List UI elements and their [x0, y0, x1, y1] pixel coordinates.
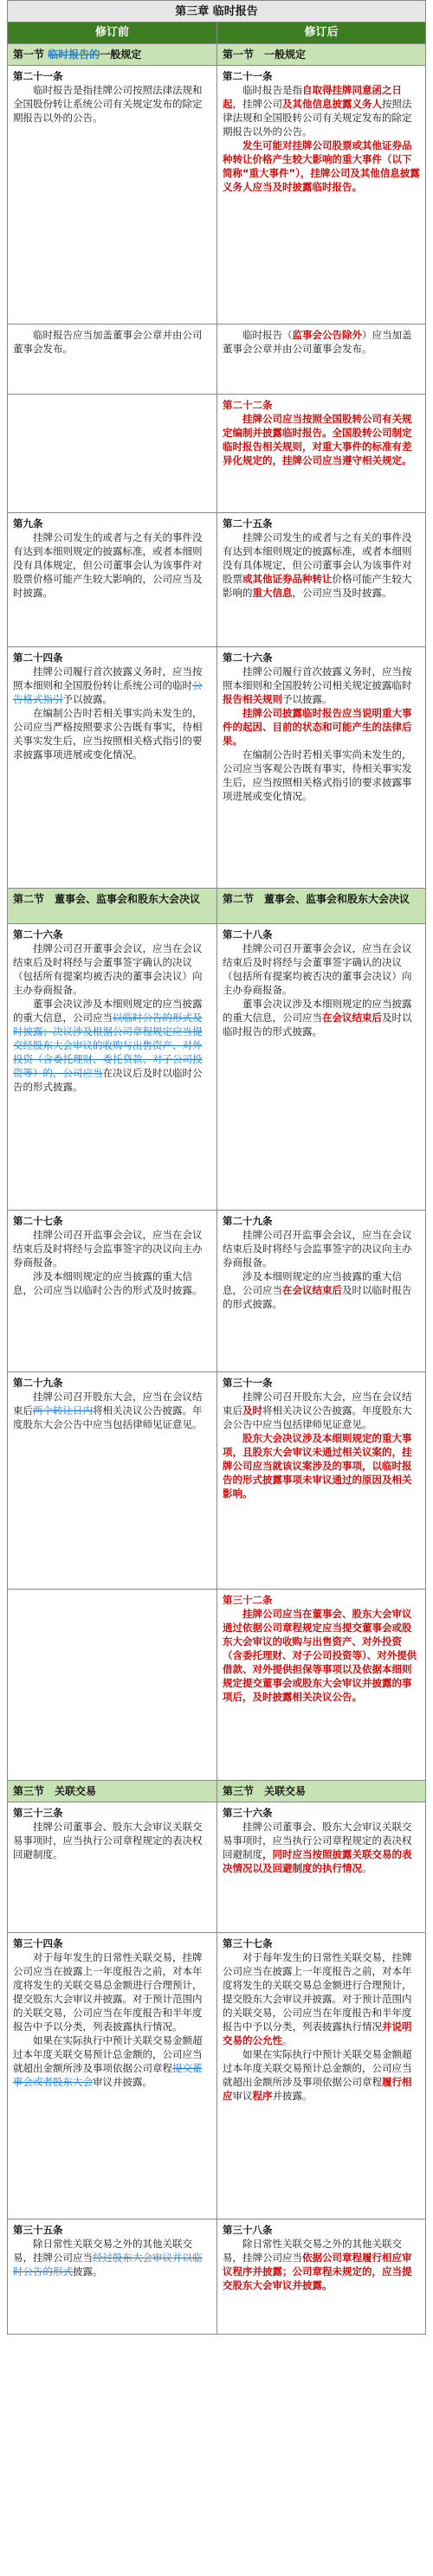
added-text: 及时 — [242, 1404, 262, 1416]
article-number: 第二十一条 — [223, 70, 273, 82]
article-number: 第三十七条 — [223, 1937, 273, 1950]
after-cell: 第三十七条 对于每年发生的日常性关联交易，挂牌公司应当在披露上一年度报告之前，对本年度将发生的关联交易总金额进行合理预计，提交股东大会审议并披露。对于预计范围内的关联交易，公司应当在年度报告和半年度报告中予以分类，列表披露执行情况并说明交易的公允性。 如果在实际执行中预计关联交易金额超过本年度关联交易预计总金额的，公司应当就超出金额所涉及事项依据公司章程履行相应审议程序并披露。 — [216, 1933, 425, 2219]
added-text: 股东大会决议涉及本细则规定的重大事项，且股东大会审议未通过相关议案的，挂牌公司应当就该议案涉及的事项，以临时报告的形式披露事项未审议通过的原因及相关影响。 — [223, 1432, 412, 1500]
document — [7, 0, 426, 2335]
section-header — [7, 1781, 426, 1802]
article-number: 第二十六条 — [223, 652, 273, 664]
added-text: 在会议结束后 — [322, 1012, 382, 1024]
added-text: 挂牌公司披露临时报告应当说明重大事件的起因、目前的状态和可能产生的法律后果。 — [223, 707, 412, 747]
article-number: 第九条 — [13, 517, 43, 530]
article-number: 第二十九条 — [13, 1377, 63, 1389]
after-cell: 第二十九条 挂牌公司召开监事会会议，应当在会议结束后及时将经与会监事签字的决议向主办券商报备。 涉及本细则规定的应当披露的重大信息，公司应当在会议结束后及时以临时报告的形式披露。 — [216, 1211, 425, 1372]
added-text: 并说明交易的公允性 — [223, 2020, 412, 2046]
before-cell: 第二十四条 挂牌公司履行首次披露义务时，应当按照本细则和全国股份转让系统公司的临时公告格式指引予以披露。 在编制公告时若相关事实尚未发生的，公司应当严格按照要求公告既有事实，待相关事实发生后，应当按照相关格式指引的要求披露事项进展或变化情况。 — [8, 647, 216, 888]
article-number: 第二十四条 — [13, 652, 63, 664]
table-row — [7, 1372, 426, 1590]
after-cell — [216, 1590, 425, 1780]
section-header — [7, 44, 426, 66]
article-number: 第三十四条 — [13, 1937, 63, 1950]
after-cell — [216, 395, 425, 512]
table-row — [7, 66, 426, 324]
after-cell: 第三十六条 挂牌公司董事会、股东大会审议关联交易事项时，应当执行公司章程规定的表决权回避制度，同时应当按照披露关联交易的表决情况以及回避制度的执行情况。 — [216, 1802, 425, 1932]
added-text: 履行相应 — [223, 2076, 412, 2102]
column-after-header: 修订后 — [216, 22, 425, 44]
column-before-header: 修订前 — [8, 22, 216, 44]
before-cell: 第三十五条 除日常性关联交易之外的其他关联交易，挂牌公司应当经过股东大会审议并以临时公告的形式披露。 — [8, 2219, 216, 2334]
article-number: 第三十二条 — [223, 1594, 273, 1606]
added-text: 自取得挂牌同意函之日起 — [223, 84, 402, 110]
section-before: 第二节 董事会、监事会和股东大会决议 — [8, 889, 216, 923]
deleted-text: 公告格式指引 — [13, 679, 203, 705]
before-cell — [8, 395, 216, 512]
article-number: 第二十七条 — [13, 1215, 63, 1227]
table-row — [7, 1802, 426, 1933]
table-row — [7, 2219, 426, 2335]
table-row — [7, 1211, 426, 1372]
table-row — [7, 924, 426, 1211]
before-cell: 第九条 挂牌公司发生的或者与之有关的事件没有达到本细则规定的披露标准，或者本细则没有具体规定，但公司董事会认为该事件对股票价格可能产生较大影响的，公司应当及时披露。 — [8, 513, 216, 646]
section-header — [7, 889, 426, 924]
chapter-title: 第三章 临时报告 — [7, 0, 426, 22]
deleted-text: 经过股东大会审议并以临时公告的形式 — [13, 2252, 203, 2277]
table-row — [7, 324, 426, 395]
added-text: 及其他信息披露义务人 — [282, 98, 382, 110]
deleted-text: 以临时公告的形式及时披露；决议涉及根据公司章程规定应当提交经股东大会审议的收购与出售资产、对外投资（含委托理财、委托贷款、对子公司投资等）的，公司应当 — [13, 1012, 203, 1079]
table-row — [7, 395, 426, 513]
column-header — [7, 22, 426, 44]
after-cell: 第三十八条 除日常性关联交易之外的其他关联交易，挂牌公司应当依据公司章程履行相应审议程序并披露；公司章程未规定的，应当提交股东大会审议并披露。 — [216, 2219, 425, 2334]
added-text: 依据公司章程履行相应审议程序并披露；公司章程未规定的，应当提交股东大会审议并披露。 — [223, 2252, 412, 2291]
article-number: 第三十一条 — [223, 1377, 273, 1389]
after-cell: 第二十一条 临时报告是指自取得挂牌同意函之日起，挂牌公司及其他信息披露义务人按照法律法规和全国股转公司有关规定发布的除定期报告以外的公告。 发生可能对挂牌公司股票或其他证券品种转让价格产生较大影响的重大事件（以下简称“重大事件”），挂牌公司及其他信息披露义务人应当及时披露临时报告。 — [216, 66, 425, 324]
article-number: 第三十三条 — [13, 1807, 63, 1819]
section-after: 第二节 董事会、监事会和股东大会决议 — [216, 889, 425, 923]
article-number: 第二十二条 — [223, 399, 273, 411]
after-cell: 第二十五条 挂牌公司发生的或者与之有关的事件没有达到本细则规定的披露标准，或者本细则没有具体规定，但公司董事会认为该事件对股票或其他证券品种转让价格可能产生较大影响的重大信息，公司应当及时披露。 — [216, 513, 425, 646]
table-row — [7, 1590, 426, 1781]
section-before: 第三节 关联交易 — [8, 1781, 216, 1802]
article-number: 第二十一条 — [13, 70, 63, 82]
after-cell: 第二十六条 挂牌公司履行首次披露义务时，应当按照本细则和全国股转公司相关规定披露临时报告相关规则予以披露。 挂牌公司披露临时报告应当说明重大事件的起因、目前的状态和可能产生的法律后果。 在编制公告时若相关事实尚未发生的，公司应当客观公告既有事实，待相关事实发生后，应当按照相关格式指引的要求披露事项进展或变化情况。 — [216, 647, 425, 888]
deleted-text: 提交董事会或者股东大会 — [13, 2062, 203, 2088]
article-number: 第二十八条 — [223, 928, 273, 941]
before-cell: 临时报告应当加盖董事会公章并由公司董事会发布。 — [13, 329, 203, 355]
before-cell: 第二十六条 挂牌公司召开董事会会议，应当在会议结束后及时将经与会董事签字确认的决议（包括所有提案均被否决的董事会决议）向主办券商报备。 董事会决议涉及本细则规定的应当披露的重大信息，公司应当以临时公告的形式及时披露；决议涉及根据公司章程规定应当提交经股东大会审议的收购与出售资产、对外投资（含委托理财、委托贷款、对子公司投资等）的，公司应当在决议后及时以临时公告的形式披露。 — [8, 924, 216, 1210]
before-cell — [8, 1590, 216, 1780]
table-row — [7, 1933, 426, 2219]
before-cell: 第三十四条 对于每年发生的日常性关联交易，挂牌公司应当在披露上一年度报告之前，对本年度将发生的关联交易总金额进行合理预计，提交股东大会审议并披露。对于预计范围内的关联交易，公司应当在年度报告和半年度报告中予以分类，列表披露执行情况。 如果在实际执行中预计关联交易金额超过本年度关联交易预计总金额的，公司应当就超出金额所涉及事项依据公司章程提交董事会或者股东大会审议并披露。 — [8, 1933, 216, 2219]
added-text: 监事会公告除外 — [292, 329, 362, 341]
added-text: ，同时应当按照披露关联交易的表决情况以及回避制度的执行情况 — [223, 1848, 412, 1874]
article-number: 第二十五条 — [223, 517, 273, 530]
section-before: 第一节 临时报告的一般规定 — [8, 44, 216, 65]
table-row — [7, 513, 426, 647]
added-text: 或其他证券品种转让 — [242, 573, 333, 585]
article-number: 第三十八条 — [223, 2224, 273, 2236]
added-text: 重大信息 — [252, 587, 293, 599]
section-after: 第三节 关联交易 — [216, 1781, 425, 1802]
added-text: 报告相关规则 — [223, 693, 282, 705]
deleted-text: 两个转让日内 — [33, 1404, 93, 1416]
after-cell: 第二十八条 挂牌公司召开董事会会议，应当在会议结束后及时将经与会董事签字确认的决议（包括所有提案均被否决的董事会决议）向主办券商报备。 董事会决议涉及本细则规定的应当披露的重大信息，公司应当在会议结束后及时以临时报告的形式披露。 — [216, 924, 425, 1210]
article-number: 第三十五条 — [13, 2224, 63, 2236]
after-cell: 临时报告（监事会公告除外）应当加盖董事会公章并由公司董事会发布。 — [216, 324, 425, 394]
deleted-text: 临时报告的 — [48, 48, 100, 61]
article-number: 第三十六条 — [223, 1807, 273, 1819]
added-text: 挂牌公司应当按照全国股转公司有关规定编制并披露临时报告。全国股转公司制定临时报告相关规则，对重大事件的标准有差异化规定的，挂牌公司应当遵守相关规定。 — [223, 413, 412, 466]
added-text: 发生可能对挂牌公司股票或其他证券品种转让价格产生较大影响的重大事件（以下简称“重大事件”），挂牌公司及其他信息披露义务人应当及时披露临时报告。 — [223, 139, 420, 193]
before-cell: 第二十一条 临时报告是指挂牌公司按照法律法规和全国股份转让系统公司有关规定发布的除定期报告以外的公告。 — [8, 66, 216, 324]
added-text: 在会议结束后 — [282, 1284, 342, 1296]
before-cell: 第二十九条 挂牌公司召开股东大会，应当在会议结束后两个转让日内将相关决议公告披露。年度股东大会公告中应当包括律师见证意见。 — [8, 1372, 216, 1589]
article-number: 第二十六条 — [13, 928, 63, 941]
before-cell: 第三十三条 挂牌公司董事会、股东大会审议关联交易事项时，应当执行公司章程规定的表决权回避制度。 — [8, 1802, 216, 1932]
article-number: 第二十九条 — [223, 1215, 273, 1227]
table-row — [7, 647, 426, 889]
after-cell: 第三十一条 挂牌公司召开股东大会，应当在会议结束后及时将相关决议公告披露。年度股东大会公告中应当包括律师见证意见。 股东大会决议涉及本细则规定的重大事项，且股东大会审议未通过相关议案的，挂牌公司应当就该议案涉及的事项，以临时报告的形式披露事项未审议通过的原因及相关影响。 — [216, 1372, 425, 1589]
added-text: 程序 — [252, 2090, 273, 2102]
section-after: 第一节 一般规定 — [216, 44, 425, 65]
before-cell: 第二十七条 挂牌公司召开监事会会议，应当在会议结束后及时将经与会监事签字的决议向主办券商报备。 涉及本细则规定的应当披露的重大信息，公司应当以临时公告的形式及时披露。 — [8, 1211, 216, 1372]
added-text: 挂牌公司应当在董事会、股东大会审议通过依据公司章程规定应当提交董事会或股东大会审议的收购与出售资产、对外投资（含委托理财、对子公司投资等）、对外提供借款、对外提供担保等事项以及依据本细则规定提交董事会或股东大会审议并披露的事项后，及时披露相关决议公告。 — [223, 1608, 417, 1703]
